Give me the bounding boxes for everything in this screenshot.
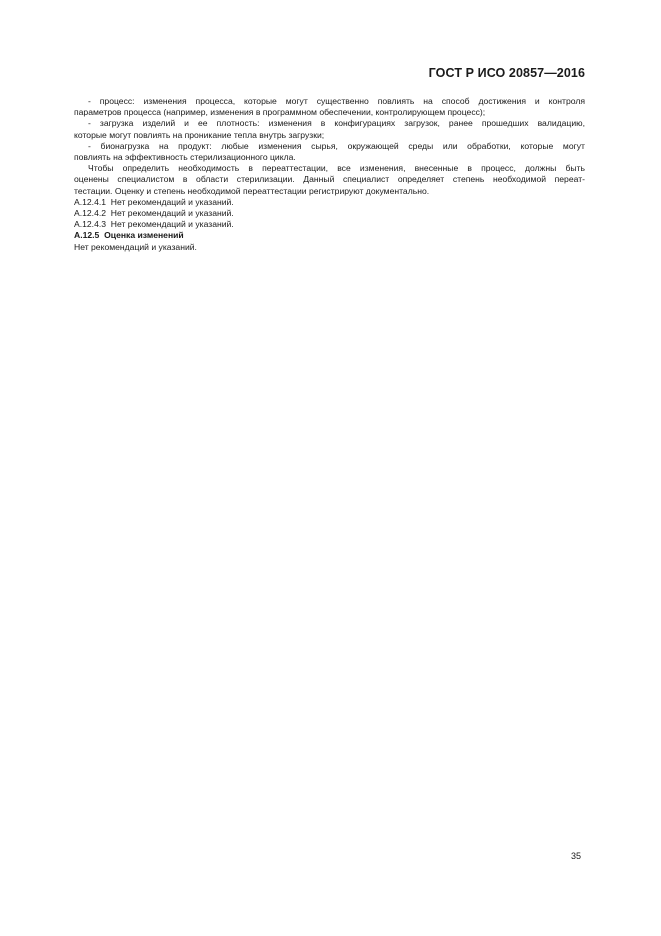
paragraph-final <box>74 242 585 253</box>
heading-title: Оценка изменений <box>104 230 184 241</box>
text-line: Чтобы определить необходимость в переаттестации, все изменения, внесенные в процесс, должны быть <box>88 163 585 174</box>
section-heading-a-12-5 <box>74 230 585 241</box>
text-line: тестации. Оценку и степень необходимой переаттестации регистрируют документально. <box>74 185 430 196</box>
text-line: Нет рекомендаций и указаний. <box>74 241 197 252</box>
clause-a-12-4-1 <box>74 197 585 208</box>
text-line: - бионагрузка на продукт: любые изменения сырья, окружающей среды или обработки, которые могут <box>88 140 585 151</box>
document-code: ГОСТ Р ИСО 20857—2016 <box>428 66 585 80</box>
clause-a-12-4-2 <box>74 208 585 219</box>
paragraph-requalification <box>74 163 585 197</box>
text-line: А.12.4.1 Нет рекомендаций и указаний. <box>74 196 234 207</box>
text-line: - загрузка изделий и ее плотность: изменения в конфигурациях загрузок, ранее прошедших валидацию, <box>88 118 585 129</box>
text-line: повлиять на эффективность стерилизационного цикла. <box>74 152 296 163</box>
list-item-bioburden <box>74 141 585 163</box>
list-item-process <box>74 96 585 118</box>
text-line: А.12.4.3 Нет рекомендаций и указаний. <box>74 219 234 230</box>
text-line: которые могут повлиять на проникание тепла внутрь загрузки; <box>74 129 325 140</box>
heading-number: А.12.5 <box>74 230 100 241</box>
page-number: 35 <box>570 851 581 861</box>
text-line: А.12.4.2 Нет рекомендаций и указаний. <box>74 208 234 219</box>
text-line: оценены специалистом в области стерилизации. Данный специалист определяет степень необходимой переат- <box>74 174 585 185</box>
list-item-load <box>74 118 585 140</box>
text-line: параметров процесса (например, изменения в программном обеспечении, контролирующем процесс); <box>74 107 486 118</box>
text-line: - процесс: изменения процесса, которые могут существенно повлиять на способ достижения и контроля <box>88 96 585 106</box>
clause-a-12-4-3 <box>74 219 585 230</box>
body-text <box>74 96 585 253</box>
